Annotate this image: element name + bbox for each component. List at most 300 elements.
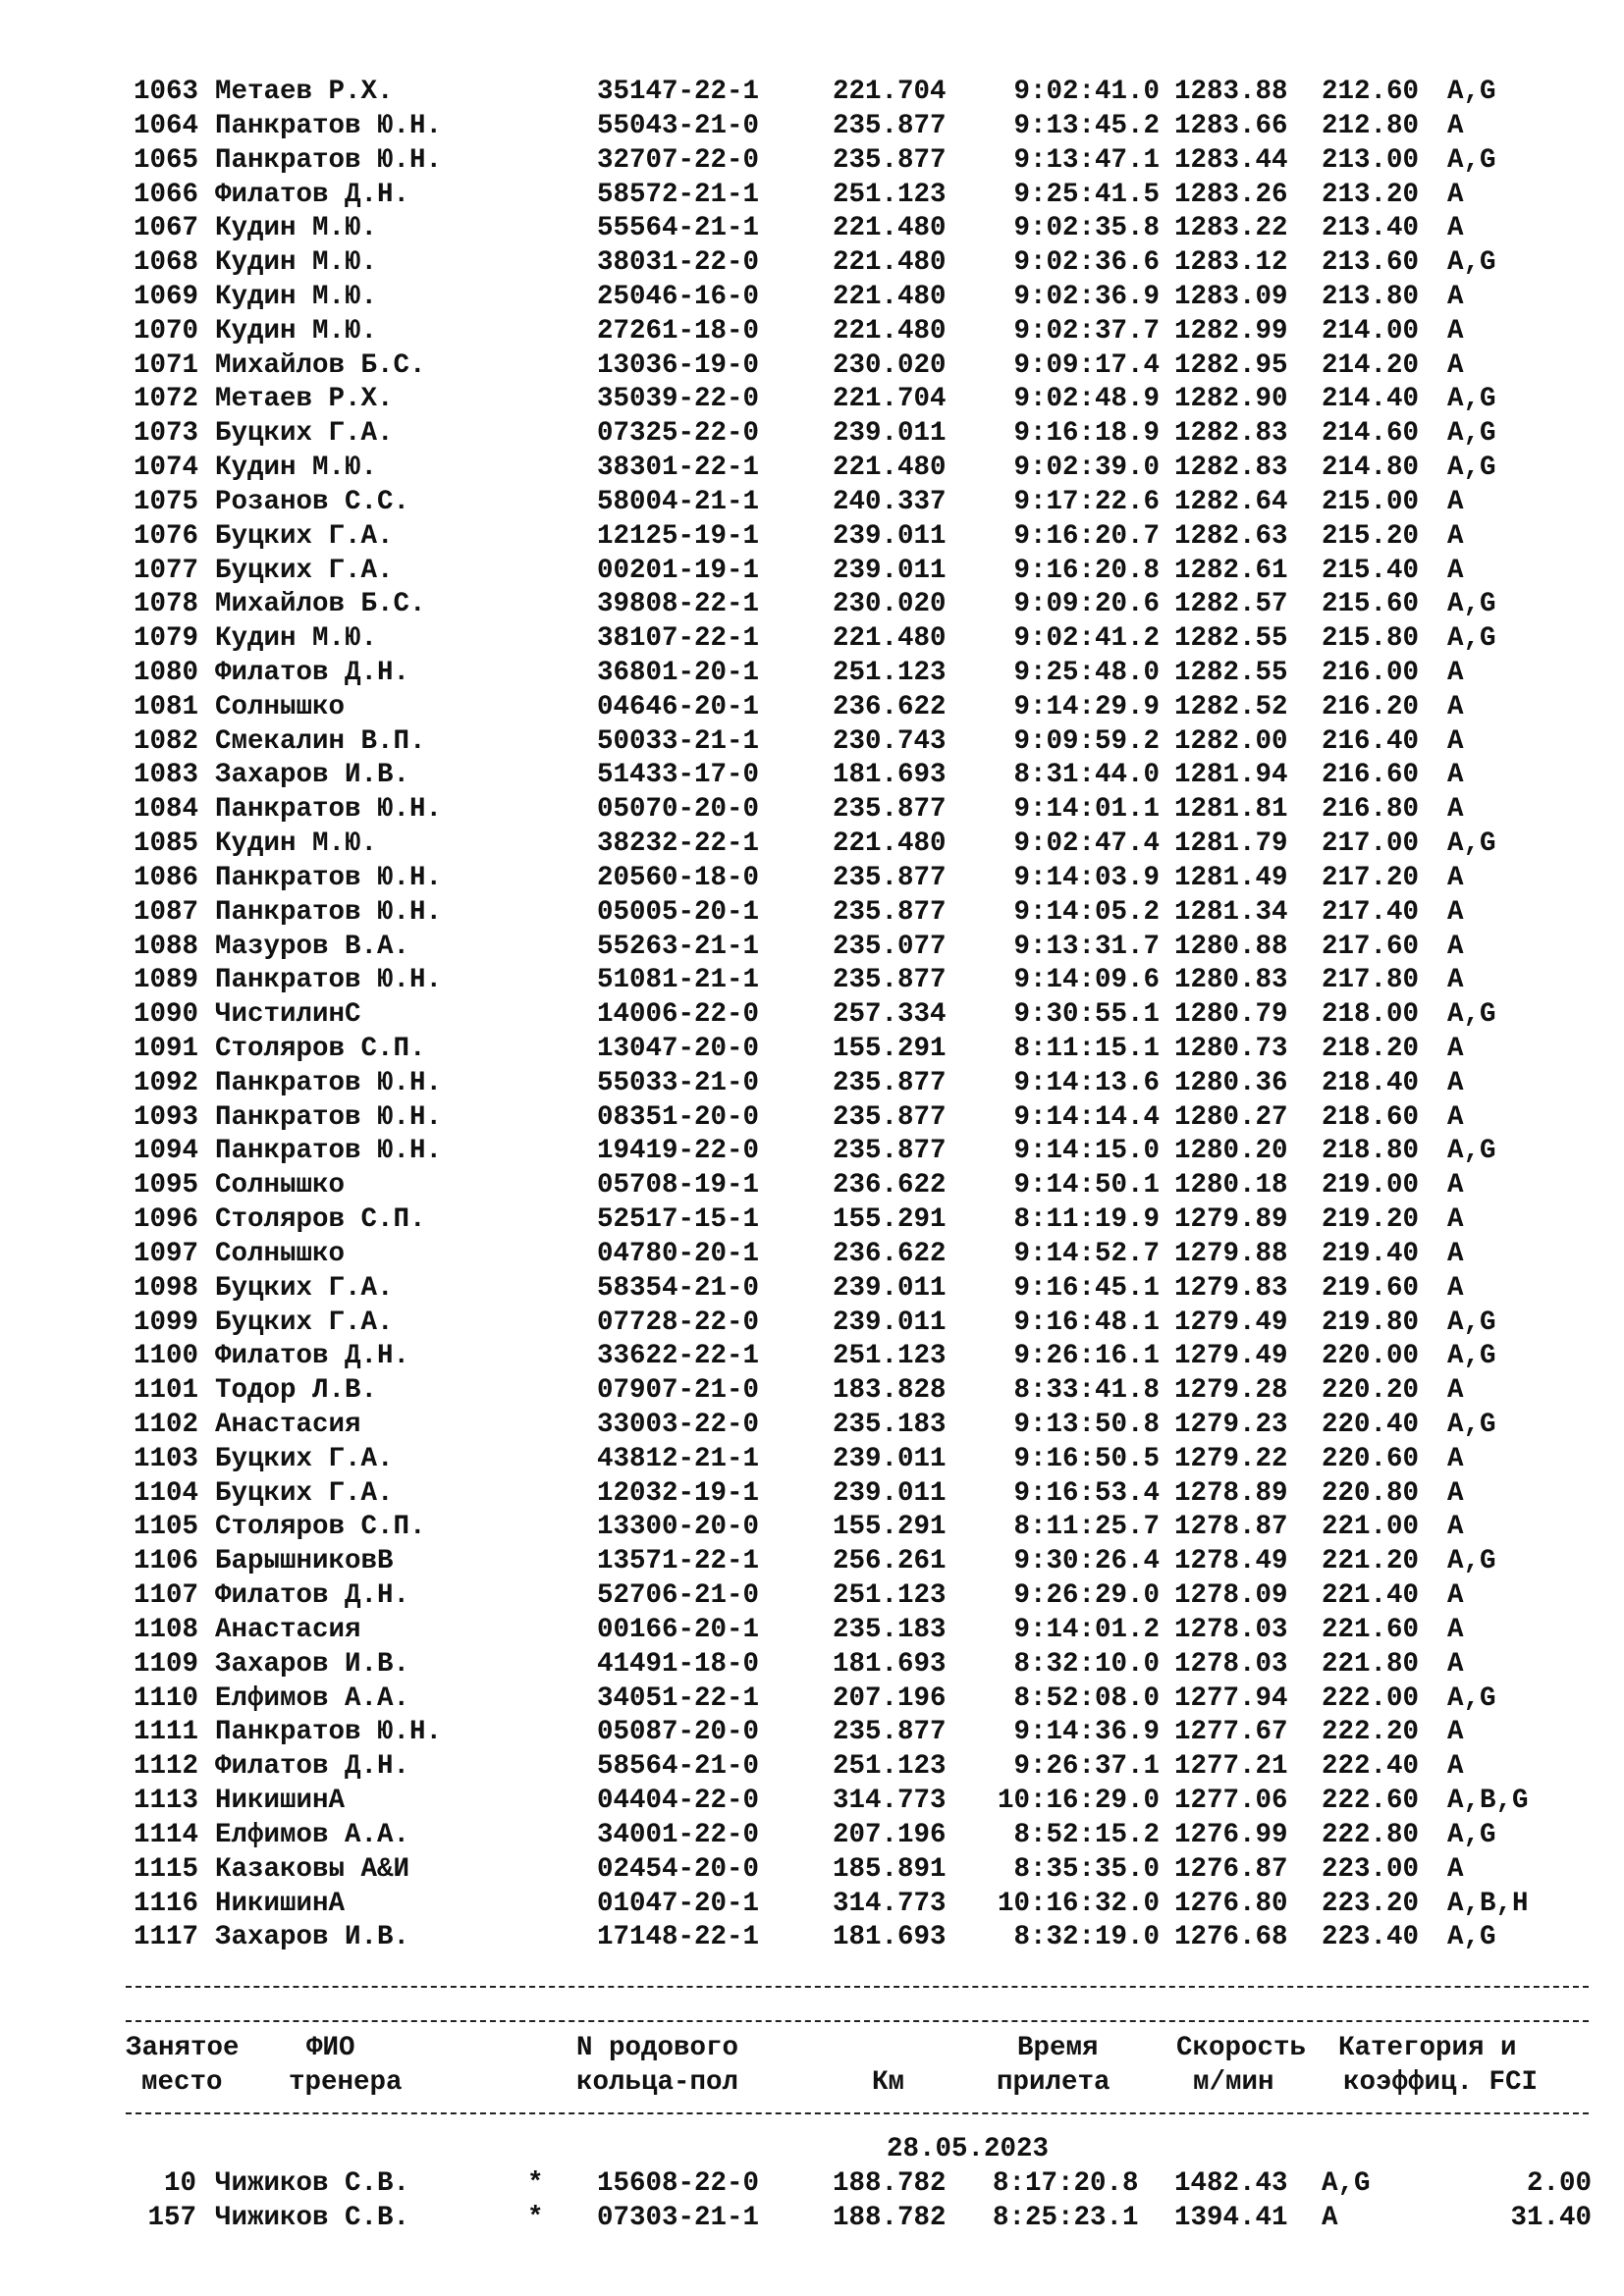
row-coefficient: 213.60 bbox=[1322, 247, 1420, 279]
row-position: 1079 bbox=[133, 623, 198, 655]
row-owner-name: Столяров С.П. bbox=[215, 1204, 426, 1236]
table-end-divider bbox=[126, 1986, 1589, 1988]
row-category: A bbox=[1447, 931, 1464, 962]
row-arrival-time: 9:16:20.8 bbox=[1013, 555, 1160, 586]
row-speed: 1282.90 bbox=[1174, 384, 1288, 415]
row-owner-name: Кудин М.Ю. bbox=[215, 828, 378, 859]
row-distance: 221.704 bbox=[833, 384, 947, 415]
row-category: A bbox=[1447, 110, 1464, 141]
row-distance: 235.077 bbox=[833, 931, 947, 962]
row-coefficient: 222.40 bbox=[1322, 1751, 1420, 1783]
row-position: 1103 bbox=[133, 1443, 198, 1474]
row-distance: 235.877 bbox=[833, 144, 947, 176]
header-place-line1: Занятое bbox=[126, 2033, 240, 2063]
row-category: A,G bbox=[1447, 1819, 1496, 1850]
row-coefficient: 223.20 bbox=[1322, 1888, 1420, 1919]
row-category: A,G bbox=[1447, 828, 1496, 859]
row-position: 1086 bbox=[133, 862, 198, 893]
row-coefficient: 213.80 bbox=[1322, 281, 1420, 312]
row-category: A bbox=[1447, 725, 1464, 757]
row-ring-number: 01047-20-1 bbox=[597, 1888, 760, 1919]
row-ring-number: 19419-22-0 bbox=[597, 1136, 760, 1167]
row-distance: 235.877 bbox=[833, 1136, 947, 1167]
row-ring-number: 27261-18-0 bbox=[597, 315, 760, 347]
row-owner-name: Филатов Д.Н. bbox=[215, 179, 410, 210]
race-date: 28.05.2023 bbox=[887, 2134, 1050, 2164]
row-category: A bbox=[1447, 349, 1464, 381]
row-position: 1115 bbox=[133, 1853, 198, 1885]
row-distance: 239.011 bbox=[833, 418, 947, 450]
row-category: A bbox=[1447, 281, 1464, 312]
row-ring-number: 34051-22-1 bbox=[597, 1682, 760, 1714]
row-position: 1074 bbox=[133, 453, 198, 483]
row-category: A bbox=[1447, 896, 1464, 928]
row-speed: 1281.94 bbox=[1174, 760, 1288, 791]
row-position: 1099 bbox=[133, 1307, 198, 1338]
row-ring-number: 04780-20-1 bbox=[597, 1238, 760, 1269]
row-speed: 1280.79 bbox=[1174, 999, 1288, 1031]
row-position: 1092 bbox=[133, 1067, 198, 1098]
row-category: A bbox=[1447, 1034, 1464, 1064]
row-speed: 1279.88 bbox=[1174, 1238, 1288, 1269]
row-distance: 235.877 bbox=[833, 794, 947, 826]
row-category: A bbox=[1447, 965, 1464, 996]
result-fci-coefficient: 31.40 bbox=[1510, 2203, 1592, 2233]
row-arrival-time: 9:14:29.9 bbox=[1013, 691, 1160, 722]
row-arrival-time: 9:16:53.4 bbox=[1013, 1477, 1160, 1509]
row-ring-number: 38232-22-1 bbox=[597, 828, 760, 859]
row-coefficient: 220.00 bbox=[1322, 1341, 1420, 1372]
row-distance: 251.123 bbox=[833, 1341, 947, 1372]
row-coefficient: 218.60 bbox=[1322, 1101, 1420, 1133]
row-arrival-time: 9:25:41.5 bbox=[1013, 179, 1160, 210]
row-arrival-time: 9:14:05.2 bbox=[1013, 896, 1160, 928]
row-distance: 236.622 bbox=[833, 1170, 947, 1201]
row-owner-name: Панкратов Ю.Н. bbox=[215, 144, 443, 176]
row-position: 1113 bbox=[133, 1786, 198, 1816]
row-owner-name: Кудин М.Ю. bbox=[215, 315, 378, 347]
row-arrival-time: 9:14:50.1 bbox=[1013, 1170, 1160, 1201]
row-coefficient: 214.00 bbox=[1322, 315, 1420, 347]
row-arrival-time: 9:16:50.5 bbox=[1013, 1443, 1160, 1474]
row-owner-name: Тодор Л.В. bbox=[215, 1375, 378, 1407]
result-arrival-time: 8:25:23.1 bbox=[993, 2203, 1139, 2233]
row-ring-number: 05070-20-0 bbox=[597, 794, 760, 826]
row-arrival-time: 9:17:22.6 bbox=[1013, 486, 1160, 517]
row-coefficient: 219.80 bbox=[1322, 1307, 1420, 1338]
row-coefficient: 214.80 bbox=[1322, 453, 1420, 483]
row-ring-number: 14006-22-0 bbox=[597, 999, 760, 1031]
row-position: 1088 bbox=[133, 931, 198, 962]
row-owner-name: Панкратов Ю.Н. bbox=[215, 862, 443, 893]
row-speed: 1278.87 bbox=[1174, 1512, 1288, 1543]
row-speed: 1281.81 bbox=[1174, 794, 1288, 826]
row-ring-number: 04404-22-0 bbox=[597, 1786, 760, 1816]
row-category: A bbox=[1447, 213, 1464, 244]
result-mark: * bbox=[527, 2168, 544, 2199]
row-position: 1097 bbox=[133, 1238, 198, 1269]
row-ring-number: 50033-21-1 bbox=[597, 725, 760, 757]
row-category: A bbox=[1447, 760, 1464, 791]
row-position: 1110 bbox=[133, 1682, 198, 1714]
row-position: 1095 bbox=[133, 1170, 198, 1201]
row-owner-name: Буцких Г.А. bbox=[215, 520, 394, 552]
row-speed: 1276.80 bbox=[1174, 1888, 1288, 1919]
row-owner-name: Розанов С.С. bbox=[215, 486, 410, 517]
row-category: A bbox=[1447, 862, 1464, 893]
row-ring-number: 17148-22-1 bbox=[597, 1922, 760, 1953]
row-owner-name: Солнышко bbox=[215, 691, 346, 722]
row-arrival-time: 9:02:37.7 bbox=[1013, 315, 1160, 347]
row-coefficient: 223.00 bbox=[1322, 1853, 1420, 1885]
row-position: 1108 bbox=[133, 1614, 198, 1645]
row-speed: 1276.99 bbox=[1174, 1819, 1288, 1850]
row-ring-number: 43812-21-1 bbox=[597, 1443, 760, 1474]
row-owner-name: Елфимов А.А. bbox=[215, 1819, 410, 1850]
row-speed: 1283.12 bbox=[1174, 247, 1288, 279]
row-coefficient: 215.00 bbox=[1322, 486, 1420, 517]
row-ring-number: 00201-19-1 bbox=[597, 555, 760, 586]
row-category: A,G bbox=[1447, 999, 1496, 1031]
row-speed: 1280.18 bbox=[1174, 1170, 1288, 1201]
row-arrival-time: 9:16:48.1 bbox=[1013, 1307, 1160, 1338]
row-coefficient: 216.00 bbox=[1322, 657, 1420, 688]
row-speed: 1278.89 bbox=[1174, 1477, 1288, 1509]
row-category: A bbox=[1447, 1751, 1464, 1783]
row-arrival-time: 9:16:18.9 bbox=[1013, 418, 1160, 450]
header-top-divider bbox=[126, 2020, 1589, 2022]
row-coefficient: 222.80 bbox=[1322, 1819, 1420, 1850]
row-arrival-time: 9:26:37.1 bbox=[1013, 1751, 1160, 1783]
row-ring-number: 38301-22-1 bbox=[597, 453, 760, 483]
row-coefficient: 218.40 bbox=[1322, 1067, 1420, 1098]
row-speed: 1283.09 bbox=[1174, 281, 1288, 312]
row-speed: 1276.68 bbox=[1174, 1922, 1288, 1953]
row-distance: 239.011 bbox=[833, 1477, 947, 1509]
row-owner-name: Буцких Г.А. bbox=[215, 1307, 394, 1338]
row-speed: 1279.22 bbox=[1174, 1443, 1288, 1474]
row-speed: 1282.55 bbox=[1174, 623, 1288, 655]
row-speed: 1282.63 bbox=[1174, 520, 1288, 552]
row-distance: 235.877 bbox=[833, 862, 947, 893]
row-distance: 181.693 bbox=[833, 1648, 947, 1680]
row-ring-number: 51433-17-0 bbox=[597, 760, 760, 791]
result-distance: 188.782 bbox=[833, 2203, 947, 2233]
row-owner-name: Филатов Д.Н. bbox=[215, 657, 410, 688]
row-owner-name: Захаров И.В. bbox=[215, 1922, 410, 1953]
row-distance: 235.877 bbox=[833, 110, 947, 141]
row-ring-number: 33003-22-0 bbox=[597, 1410, 760, 1440]
row-ring-number: 13571-22-1 bbox=[597, 1546, 760, 1577]
row-speed: 1280.73 bbox=[1174, 1034, 1288, 1064]
row-ring-number: 25046-16-0 bbox=[597, 281, 760, 312]
row-position: 1112 bbox=[133, 1751, 198, 1783]
row-distance: 251.123 bbox=[833, 1580, 947, 1612]
row-position: 1090 bbox=[133, 999, 198, 1031]
row-category: A,G bbox=[1447, 1307, 1496, 1338]
row-owner-name: Елфимов А.А. bbox=[215, 1682, 410, 1714]
row-ring-number: 12032-19-1 bbox=[597, 1477, 760, 1509]
row-ring-number: 05087-20-0 bbox=[597, 1717, 760, 1748]
row-category: A bbox=[1447, 1648, 1464, 1680]
row-coefficient: 221.20 bbox=[1322, 1546, 1420, 1577]
row-coefficient: 218.20 bbox=[1322, 1034, 1420, 1064]
row-arrival-time: 9:30:26.4 bbox=[1013, 1546, 1160, 1577]
row-distance: 236.622 bbox=[833, 1238, 947, 1269]
row-arrival-time: 9:02:41.0 bbox=[1013, 77, 1160, 107]
row-category: A,B,G bbox=[1447, 1786, 1529, 1816]
row-ring-number: 58354-21-0 bbox=[597, 1272, 760, 1304]
row-position: 1080 bbox=[133, 657, 198, 688]
row-ring-number: 13300-20-0 bbox=[597, 1512, 760, 1543]
row-owner-name: НикишинА bbox=[215, 1786, 346, 1816]
row-owner-name: ЧистилинС bbox=[215, 999, 361, 1031]
header-time-line1: Время bbox=[1017, 2033, 1099, 2063]
row-category: A,G bbox=[1447, 1682, 1496, 1714]
row-owner-name: Кудин М.Ю. bbox=[215, 247, 378, 279]
row-speed: 1282.57 bbox=[1174, 589, 1288, 620]
row-speed: 1279.89 bbox=[1174, 1204, 1288, 1236]
row-ring-number: 07728-22-0 bbox=[597, 1307, 760, 1338]
row-category: A bbox=[1447, 555, 1464, 586]
row-coefficient: 219.60 bbox=[1322, 1272, 1420, 1304]
row-owner-name: Буцких Г.А. bbox=[215, 555, 394, 586]
row-arrival-time: 8:52:08.0 bbox=[1013, 1682, 1160, 1714]
row-ring-number: 12125-19-1 bbox=[597, 520, 760, 552]
row-arrival-time: 8:52:15.2 bbox=[1013, 1819, 1160, 1850]
row-ring-number: 41491-18-0 bbox=[597, 1648, 760, 1680]
row-owner-name: БарышниковВ bbox=[215, 1546, 394, 1577]
row-speed: 1278.03 bbox=[1174, 1614, 1288, 1645]
row-category: A,G bbox=[1447, 418, 1496, 450]
row-speed: 1283.88 bbox=[1174, 77, 1288, 107]
row-arrival-time: 8:11:19.9 bbox=[1013, 1204, 1160, 1236]
row-arrival-time: 9:02:41.2 bbox=[1013, 623, 1160, 655]
result-ring-number: 15608-22-0 bbox=[597, 2168, 760, 2199]
row-owner-name: Панкратов Ю.Н. bbox=[215, 110, 443, 141]
header-category-line2: коэффиц. FCI bbox=[1343, 2067, 1539, 2098]
row-distance: 221.480 bbox=[833, 623, 947, 655]
row-distance: 251.123 bbox=[833, 657, 947, 688]
row-speed: 1277.67 bbox=[1174, 1717, 1288, 1748]
row-speed: 1279.83 bbox=[1174, 1272, 1288, 1304]
row-arrival-time: 9:16:20.7 bbox=[1013, 520, 1160, 552]
row-position: 1067 bbox=[133, 213, 198, 244]
row-speed: 1277.94 bbox=[1174, 1682, 1288, 1714]
row-owner-name: Казаковы А&И bbox=[215, 1853, 410, 1885]
row-ring-number: 51081-21-1 bbox=[597, 965, 760, 996]
row-coefficient: 214.40 bbox=[1322, 384, 1420, 415]
row-coefficient: 213.40 bbox=[1322, 213, 1420, 244]
row-speed: 1279.23 bbox=[1174, 1410, 1288, 1440]
row-coefficient: 221.80 bbox=[1322, 1648, 1420, 1680]
row-ring-number: 13047-20-0 bbox=[597, 1034, 760, 1064]
row-owner-name: Метаев Р.Х. bbox=[215, 384, 394, 415]
row-position: 1104 bbox=[133, 1477, 198, 1509]
row-distance: 239.011 bbox=[833, 520, 947, 552]
row-ring-number: 55263-21-1 bbox=[597, 931, 760, 962]
row-coefficient: 214.20 bbox=[1322, 349, 1420, 381]
row-category: A bbox=[1447, 179, 1464, 210]
row-speed: 1279.49 bbox=[1174, 1307, 1288, 1338]
row-distance: 183.828 bbox=[833, 1375, 947, 1407]
row-ring-number: 58564-21-0 bbox=[597, 1751, 760, 1783]
row-category: A,G bbox=[1447, 453, 1496, 483]
row-distance: 235.183 bbox=[833, 1614, 947, 1645]
row-arrival-time: 9:13:45.2 bbox=[1013, 110, 1160, 141]
row-position: 1065 bbox=[133, 144, 198, 176]
row-speed: 1277.21 bbox=[1174, 1751, 1288, 1783]
row-speed: 1278.09 bbox=[1174, 1580, 1288, 1612]
row-coefficient: 219.40 bbox=[1322, 1238, 1420, 1269]
row-coefficient: 212.80 bbox=[1322, 110, 1420, 141]
row-distance: 257.334 bbox=[833, 999, 947, 1031]
row-owner-name: Буцких Г.А. bbox=[215, 1443, 394, 1474]
row-ring-number: 39808-22-1 bbox=[597, 589, 760, 620]
row-owner-name: Филатов Д.Н. bbox=[215, 1751, 410, 1783]
row-owner-name: Столяров С.П. bbox=[215, 1034, 426, 1064]
row-distance: 235.877 bbox=[833, 896, 947, 928]
row-arrival-time: 9:02:36.9 bbox=[1013, 281, 1160, 312]
row-arrival-time: 8:35:35.0 bbox=[1013, 1853, 1160, 1885]
row-position: 1101 bbox=[133, 1375, 198, 1407]
row-owner-name: Солнышко bbox=[215, 1238, 346, 1269]
row-speed: 1282.00 bbox=[1174, 725, 1288, 757]
row-ring-number: 05708-19-1 bbox=[597, 1170, 760, 1201]
row-arrival-time: 8:32:10.0 bbox=[1013, 1648, 1160, 1680]
row-speed: 1282.95 bbox=[1174, 349, 1288, 381]
row-ring-number: 32707-22-0 bbox=[597, 144, 760, 176]
row-coefficient: 214.60 bbox=[1322, 418, 1420, 450]
row-distance: 207.196 bbox=[833, 1682, 947, 1714]
row-arrival-time: 9:14:15.0 bbox=[1013, 1136, 1160, 1167]
row-position: 1068 bbox=[133, 247, 198, 279]
row-coefficient: 215.60 bbox=[1322, 589, 1420, 620]
row-distance: 251.123 bbox=[833, 1751, 947, 1783]
row-distance: 230.020 bbox=[833, 349, 947, 381]
row-arrival-time: 9:14:14.4 bbox=[1013, 1101, 1160, 1133]
row-owner-name: Филатов Д.Н. bbox=[215, 1341, 410, 1372]
row-owner-name: Анастасия bbox=[215, 1410, 361, 1440]
row-owner-name: Кудин М.Ю. bbox=[215, 453, 378, 483]
row-speed: 1280.27 bbox=[1174, 1101, 1288, 1133]
row-category: A bbox=[1447, 691, 1464, 722]
row-arrival-time: 9:02:47.4 bbox=[1013, 828, 1160, 859]
row-speed: 1282.55 bbox=[1174, 657, 1288, 688]
row-speed: 1283.66 bbox=[1174, 110, 1288, 141]
row-speed: 1282.83 bbox=[1174, 418, 1288, 450]
row-ring-number: 35039-22-0 bbox=[597, 384, 760, 415]
row-coefficient: 220.80 bbox=[1322, 1477, 1420, 1509]
row-speed: 1283.22 bbox=[1174, 213, 1288, 244]
row-arrival-time: 10:16:32.0 bbox=[997, 1888, 1160, 1919]
header-category-line1: Категория и bbox=[1338, 2033, 1517, 2063]
row-owner-name: Панкратов Ю.Н. bbox=[215, 1067, 443, 1098]
row-speed: 1276.87 bbox=[1174, 1853, 1288, 1885]
row-arrival-time: 8:32:19.0 bbox=[1013, 1922, 1160, 1953]
row-category: A,G bbox=[1447, 1546, 1496, 1577]
row-arrival-time: 8:31:44.0 bbox=[1013, 760, 1160, 791]
header-ring-line2: кольца-пол bbox=[576, 2067, 739, 2098]
row-ring-number: 34001-22-0 bbox=[597, 1819, 760, 1850]
row-owner-name: Панкратов Ю.Н. bbox=[215, 896, 443, 928]
row-coefficient: 215.80 bbox=[1322, 623, 1420, 655]
row-category: A bbox=[1447, 315, 1464, 347]
row-arrival-time: 9:14:01.2 bbox=[1013, 1614, 1160, 1645]
row-distance: 155.291 bbox=[833, 1512, 947, 1543]
row-arrival-time: 9:13:31.7 bbox=[1013, 931, 1160, 962]
row-ring-number: 55043-21-0 bbox=[597, 110, 760, 141]
row-coefficient: 216.80 bbox=[1322, 794, 1420, 826]
header-speed-line1: Скорость bbox=[1176, 2033, 1307, 2063]
row-speed: 1282.64 bbox=[1174, 486, 1288, 517]
row-ring-number: 07325-22-0 bbox=[597, 418, 760, 450]
row-category: A,G bbox=[1447, 589, 1496, 620]
row-arrival-time: 9:02:36.6 bbox=[1013, 247, 1160, 279]
row-arrival-time: 9:16:45.1 bbox=[1013, 1272, 1160, 1304]
row-distance: 221.704 bbox=[833, 77, 947, 107]
row-owner-name: Кудин М.Ю. bbox=[215, 281, 378, 312]
row-distance: 221.480 bbox=[833, 828, 947, 859]
row-category: A bbox=[1447, 1238, 1464, 1269]
row-coefficient: 219.20 bbox=[1322, 1204, 1420, 1236]
row-distance: 181.693 bbox=[833, 1922, 947, 1953]
row-category: A bbox=[1447, 486, 1464, 517]
row-distance: 235.877 bbox=[833, 1067, 947, 1098]
row-position: 1111 bbox=[133, 1717, 198, 1748]
row-coefficient: 215.20 bbox=[1322, 520, 1420, 552]
row-owner-name: Метаев Р.Х. bbox=[215, 77, 394, 107]
result-trainer-name: Чижиков С.В. bbox=[215, 2203, 410, 2233]
row-position: 1063 bbox=[133, 77, 198, 107]
row-speed: 1282.52 bbox=[1174, 691, 1288, 722]
row-ring-number: 55033-21-0 bbox=[597, 1067, 760, 1098]
row-owner-name: Кудин М.Ю. bbox=[215, 213, 378, 244]
row-position: 1117 bbox=[133, 1922, 198, 1953]
row-owner-name: Мазуров В.А. bbox=[215, 931, 410, 962]
row-position: 1069 bbox=[133, 281, 198, 312]
row-speed: 1279.49 bbox=[1174, 1341, 1288, 1372]
row-coefficient: 222.20 bbox=[1322, 1717, 1420, 1748]
row-coefficient: 223.40 bbox=[1322, 1922, 1420, 1953]
row-category: A bbox=[1447, 1512, 1464, 1543]
header-speed-line2: м/мин bbox=[1193, 2067, 1274, 2098]
row-position: 1116 bbox=[133, 1888, 198, 1919]
row-category: A,G bbox=[1447, 77, 1496, 107]
row-coefficient: 212.60 bbox=[1322, 77, 1420, 107]
row-distance: 235.877 bbox=[833, 965, 947, 996]
row-position: 1076 bbox=[133, 520, 198, 552]
result-distance: 188.782 bbox=[833, 2168, 947, 2199]
row-distance: 239.011 bbox=[833, 1307, 947, 1338]
row-owner-name: Панкратов Ю.Н. bbox=[215, 1101, 443, 1133]
row-coefficient: 222.00 bbox=[1322, 1682, 1420, 1714]
row-speed: 1283.26 bbox=[1174, 179, 1288, 210]
result-trainer-name: Чижиков С.В. bbox=[215, 2168, 410, 2199]
row-arrival-time: 8:11:25.7 bbox=[1013, 1512, 1160, 1543]
row-coefficient: 217.00 bbox=[1322, 828, 1420, 859]
row-speed: 1281.79 bbox=[1174, 828, 1288, 859]
result-speed: 1482.43 bbox=[1174, 2168, 1288, 2199]
row-coefficient: 216.40 bbox=[1322, 725, 1420, 757]
row-position: 1102 bbox=[133, 1410, 198, 1440]
row-coefficient: 218.80 bbox=[1322, 1136, 1420, 1167]
result-ring-number: 07303-21-1 bbox=[597, 2203, 760, 2233]
row-distance: 155.291 bbox=[833, 1204, 947, 1236]
row-owner-name: Кудин М.Ю. bbox=[215, 623, 378, 655]
row-owner-name: Панкратов Ю.Н. bbox=[215, 794, 443, 826]
row-position: 1075 bbox=[133, 486, 198, 517]
